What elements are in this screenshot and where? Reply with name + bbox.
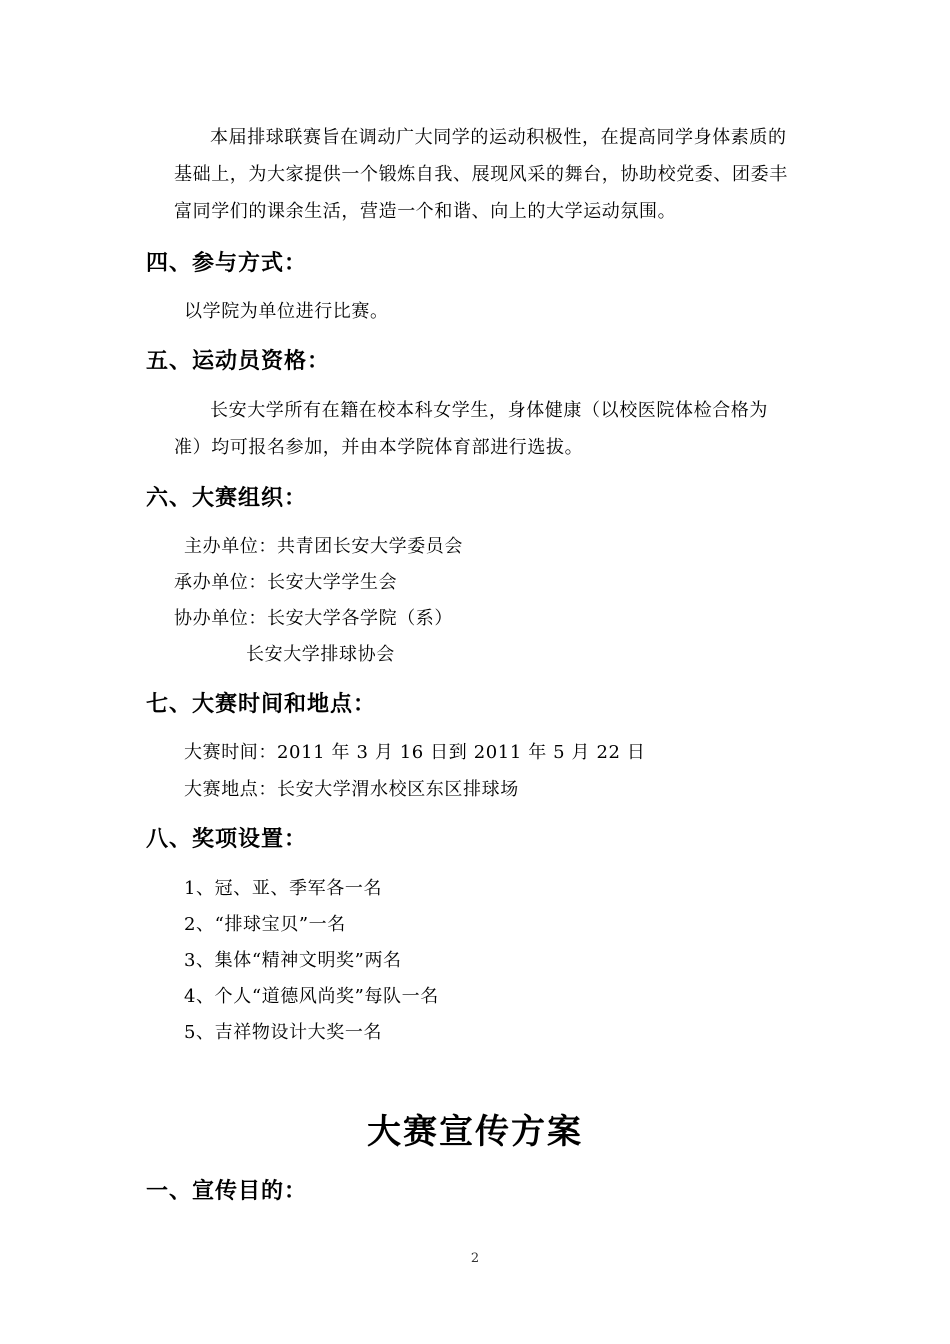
intro-line-1: 本届排球联赛旨在调动广大同学的运动积极性，在提高同学身体素质的 (210, 127, 787, 148)
section-6-host: 主办单位：共青团长安大学委员会 (184, 536, 463, 557)
plan-section-1-heading: 一、宣传目的： (146, 1179, 308, 1204)
plan-title: 大赛宣传方案 (367, 1112, 583, 1152)
page-number: 2 (470, 1251, 480, 1266)
intro-line-3: 富同学们的课余生活，营造一个和谐、向上的大学运动氛围。 (174, 201, 677, 222)
section-6-co-organizer-2: 长安大学排球协会 (246, 644, 395, 665)
section-4-heading: 四、参与方式： (146, 251, 308, 276)
award-item: 1、冠、亚、季军各一名 (184, 878, 383, 899)
award-item: 3、集体“精神文明奖”两名 (184, 950, 402, 971)
section-5-line-2: 准）均可报名参加，并由本学院体育部进行选拔。 (174, 437, 584, 458)
intro-line-2: 基础上，为大家提供一个锻炼自我、展现风采的舞台，协助校党委、团委丰 (174, 164, 788, 185)
section-6-organizer: 承办单位：长安大学学生会 (174, 572, 398, 593)
section-7-place: 大赛地点：长安大学渭水校区东区排球场 (184, 779, 519, 800)
section-7-heading: 七、大赛时间和地点： (146, 692, 377, 717)
section-5-line-1: 长安大学所有在籍在校本科女学生，身体健康（以校医院体检合格为 (210, 400, 768, 421)
section-6-heading: 六、大赛组织： (146, 486, 308, 511)
award-item: 5、吉祥物设计大奖一名 (184, 1022, 383, 1043)
section-4-body: 以学院为单位进行比赛。 (184, 301, 389, 322)
section-5-heading: 五、运动员资格： (146, 349, 331, 374)
award-item: 2、“排球宝贝”一名 (184, 914, 346, 935)
section-7-time: 大赛时间：2011 年 3 月 16 日到 2011 年 5 月 22 日 (184, 742, 646, 763)
award-item: 4、个人“道德风尚奖”每队一名 (184, 986, 439, 1007)
section-8-heading: 八、奖项设置： (146, 827, 308, 852)
section-6-co-organizer-1: 协办单位：长安大学各学院（系） (174, 608, 453, 629)
